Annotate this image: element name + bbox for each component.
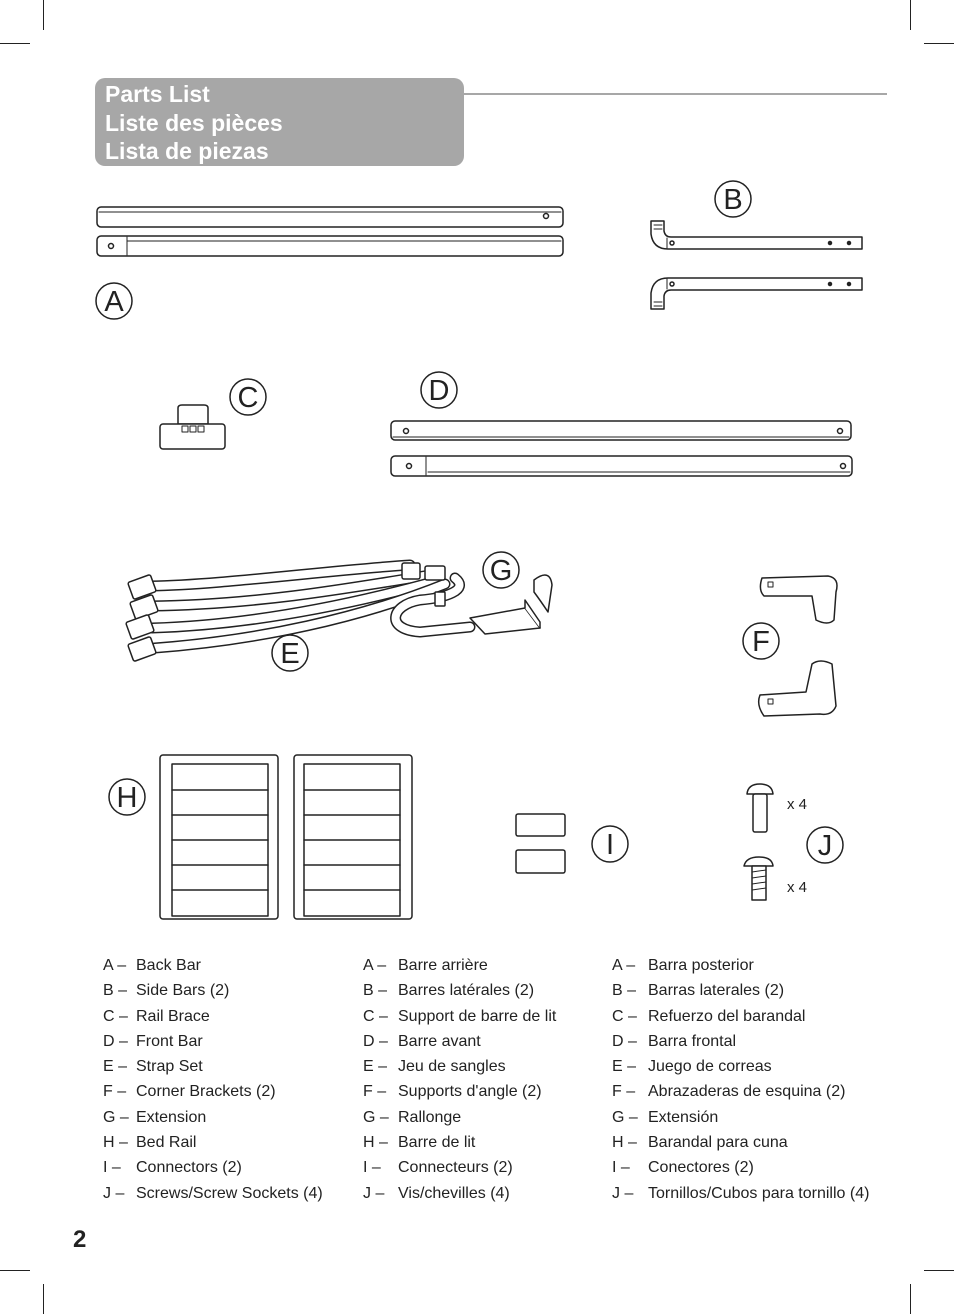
label-c: C (237, 382, 259, 414)
label-b: B (723, 184, 743, 216)
label-g: G (489, 555, 513, 587)
label-e: E (280, 638, 300, 670)
quantity-screws: x 4 (787, 796, 808, 813)
list-item: G – Extension (103, 1108, 207, 1126)
list-item: E – Strap Set (103, 1058, 203, 1076)
list-item: A – Back Bar (103, 957, 201, 974)
list-item: F – Abrazaderas de esquina (2) (612, 1083, 846, 1101)
list-item: I – Connecteurs (2) (363, 1159, 513, 1177)
list-item: F – Supports d'angle (2) (363, 1083, 542, 1101)
list-item: C – Support de barre de lit (363, 1007, 557, 1025)
label-j: J (817, 830, 833, 862)
label-h: H (116, 782, 138, 814)
label-a: A (104, 286, 124, 318)
list-item: C – Refuerzo del barandal (612, 1007, 806, 1025)
list-item: E – Jeu de sangles (363, 1058, 506, 1076)
header-title-en: Parts List (105, 81, 210, 107)
list-item: B – Side Bars (2) (103, 982, 230, 1000)
list-item: G – Extensión (612, 1108, 719, 1126)
list-item: F – Corner Brackets (2) (103, 1083, 276, 1101)
list-item: I – Connectors (2) (103, 1159, 242, 1177)
list-item: J – Screws/Screw Sockets (4) (103, 1184, 323, 1202)
list-item: A – Barra posterior (612, 957, 754, 974)
list-item: C – Rail Brace (103, 1007, 210, 1025)
list-item: A – Barre arrière (363, 957, 488, 974)
part-a-back-bar (96, 207, 563, 319)
list-item: B – Barres latérales (2) (363, 982, 535, 1000)
part-c-rail-brace (160, 379, 266, 449)
list-item: H – Barre de lit (363, 1134, 476, 1152)
parts-list-es (612, 953, 869, 1206)
list-item: D – Barre avant (363, 1032, 481, 1050)
part-h-bed-rail (109, 755, 412, 919)
list-item: J – Tornillos/Cubos para tornillo (4) (612, 1184, 870, 1202)
list-item: D – Front Bar (103, 1032, 203, 1050)
header-title-es: Lista de piezas (105, 138, 269, 164)
part-b-side-bars (651, 181, 862, 309)
parts-list-en (103, 953, 323, 1206)
part-d-front-bar (391, 372, 852, 476)
label-f: F (752, 626, 770, 658)
parts-list-fr (363, 953, 556, 1206)
quantity-sockets: x 4 (787, 879, 808, 896)
label-i: I (605, 829, 615, 861)
part-f-corner-brackets (743, 576, 837, 716)
part-i-connectors (516, 814, 628, 873)
list-item: E – Juego de correas (612, 1058, 772, 1076)
list-item: I – Conectores (2) (612, 1159, 754, 1177)
header-title-fr: Liste des pièces (105, 109, 283, 136)
list-item: H – Bed Rail (103, 1134, 197, 1152)
label-d: D (428, 375, 450, 407)
list-item: G – Rallonge (363, 1108, 462, 1126)
list-item: H – Barandal para cuna (612, 1134, 788, 1152)
list-item: D – Barra frontal (612, 1032, 737, 1050)
page-number: 2 (73, 1226, 87, 1253)
list-item: B – Barras laterales (2) (612, 982, 785, 1000)
list-item: J – Vis/chevilles (4) (363, 1184, 510, 1202)
